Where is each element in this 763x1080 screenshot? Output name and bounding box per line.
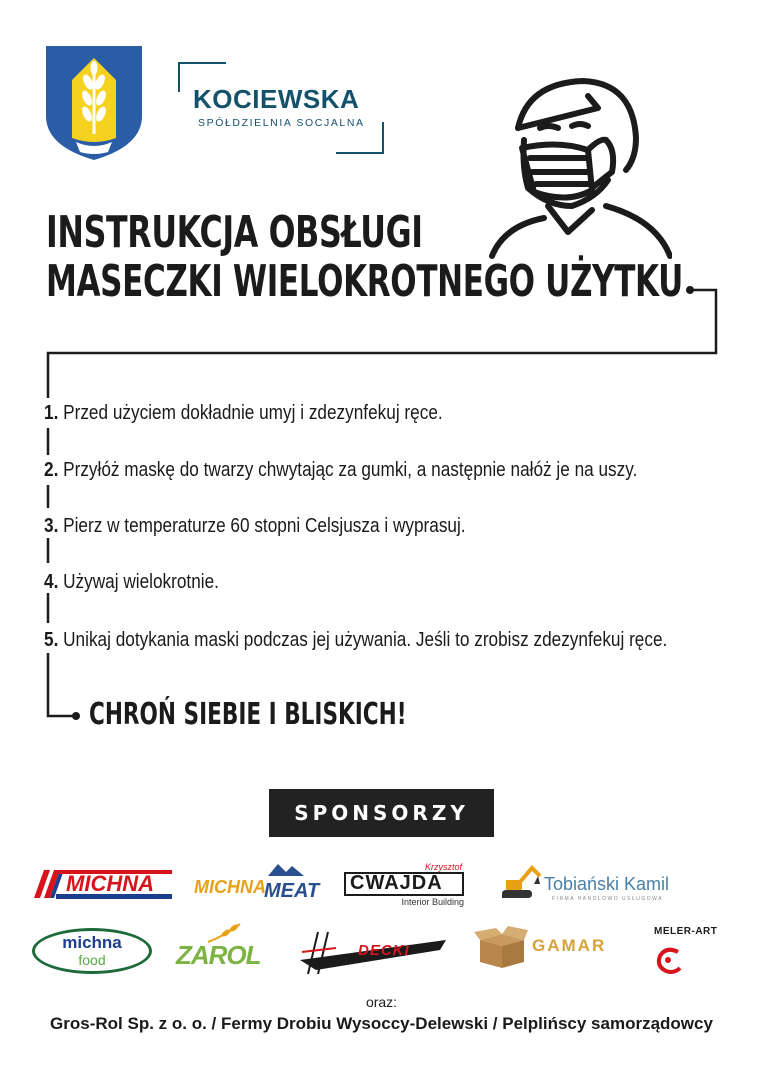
step-text: Używaj wielokrotnie.	[63, 571, 219, 593]
decki-logo	[296, 926, 452, 978]
step-text: Pierz w temperaturze 60 stopni Celsjusza i wyprasuj.	[63, 515, 466, 537]
title-line-2: MASECZKI WIELOKROTNEGO UŻYTKU	[46, 256, 684, 307]
step-number: 2.	[44, 459, 59, 481]
michna-logo	[30, 864, 174, 904]
michna-food-text-1: michna	[62, 933, 122, 952]
decki-text: DECKI	[358, 942, 410, 959]
zarol-text: ZAROL	[176, 940, 261, 970]
step-3	[44, 515, 466, 538]
gamar-logo	[474, 924, 630, 974]
title-line-1: INSTRUKCJA OBSŁUGI	[46, 207, 423, 258]
step-number: 3.	[44, 515, 59, 537]
meler-art-logo	[654, 926, 740, 978]
footer-sponsors-text: Gros-Rol Sp. z o. o. / Fermy Drobiu Wysoccy-Delewski / Pelplińscy samorządowcy	[50, 1014, 713, 1033]
step-4	[44, 571, 219, 594]
step-text: Przyłóż maskę do twarzy chwytając za gumki, a następnie nałóż je na uszy.	[63, 459, 638, 481]
logo-name: KOCIEWSKA	[193, 84, 360, 114]
zarol-logo	[176, 922, 272, 972]
step-number: 5.	[44, 629, 59, 651]
cwajda-sub-text: Interior Building	[401, 897, 464, 907]
gamar-text: GAMAR	[532, 936, 607, 955]
michna-food-logo	[32, 928, 156, 976]
michna-meat-text-2: MEAT	[264, 880, 320, 902]
tobianski-logo	[498, 862, 698, 906]
cwajda-top-text: Krzysztof	[424, 862, 462, 872]
step-number: 4.	[44, 571, 59, 593]
michna-meat-logo	[194, 862, 318, 908]
coat-of-arms-logo	[46, 46, 142, 160]
step-2	[44, 459, 637, 482]
step-number: 1.	[44, 402, 59, 424]
michna-meat-text-1: MICHNA	[194, 877, 266, 897]
michna-logo-text: MICHNA	[66, 871, 154, 896]
tobianski-text: Tobiański Kamil	[544, 874, 670, 894]
cwajda-text: CWAJDA	[350, 872, 443, 894]
person-with-mask-icon	[488, 78, 672, 260]
brush-circle-icon	[656, 946, 684, 974]
tobianski-sub-text: FIRMA HANDLOWO USŁUGOWA	[552, 896, 663, 902]
step-text: Unikaj dotykania maski podczas jej używania. Jeśli to zrobisz zdezynfekuj ręce.	[63, 629, 668, 651]
sponsors-header-label: SPONSORZY	[294, 801, 469, 825]
sponsors-header	[269, 789, 494, 837]
meler-art-text: MELER-ART	[654, 926, 718, 937]
box-icon	[474, 924, 528, 970]
step-text: Przed użyciem dokładnie umyj i zdezynfekuj ręce.	[63, 402, 443, 424]
step-5	[44, 629, 667, 652]
excavator-icon	[498, 862, 542, 902]
michna-food-text-2: food	[78, 952, 106, 968]
logo-subtitle: SPÓŁDZIELNIA SOCJALNA	[198, 117, 365, 129]
kociewska-logo	[178, 62, 386, 156]
step-1	[44, 402, 443, 425]
cwajda-logo	[344, 862, 466, 910]
slogan: CHROŃ SIEBIE I BLISKICH!	[89, 697, 407, 732]
oraz-label: oraz:	[365, 994, 398, 1010]
